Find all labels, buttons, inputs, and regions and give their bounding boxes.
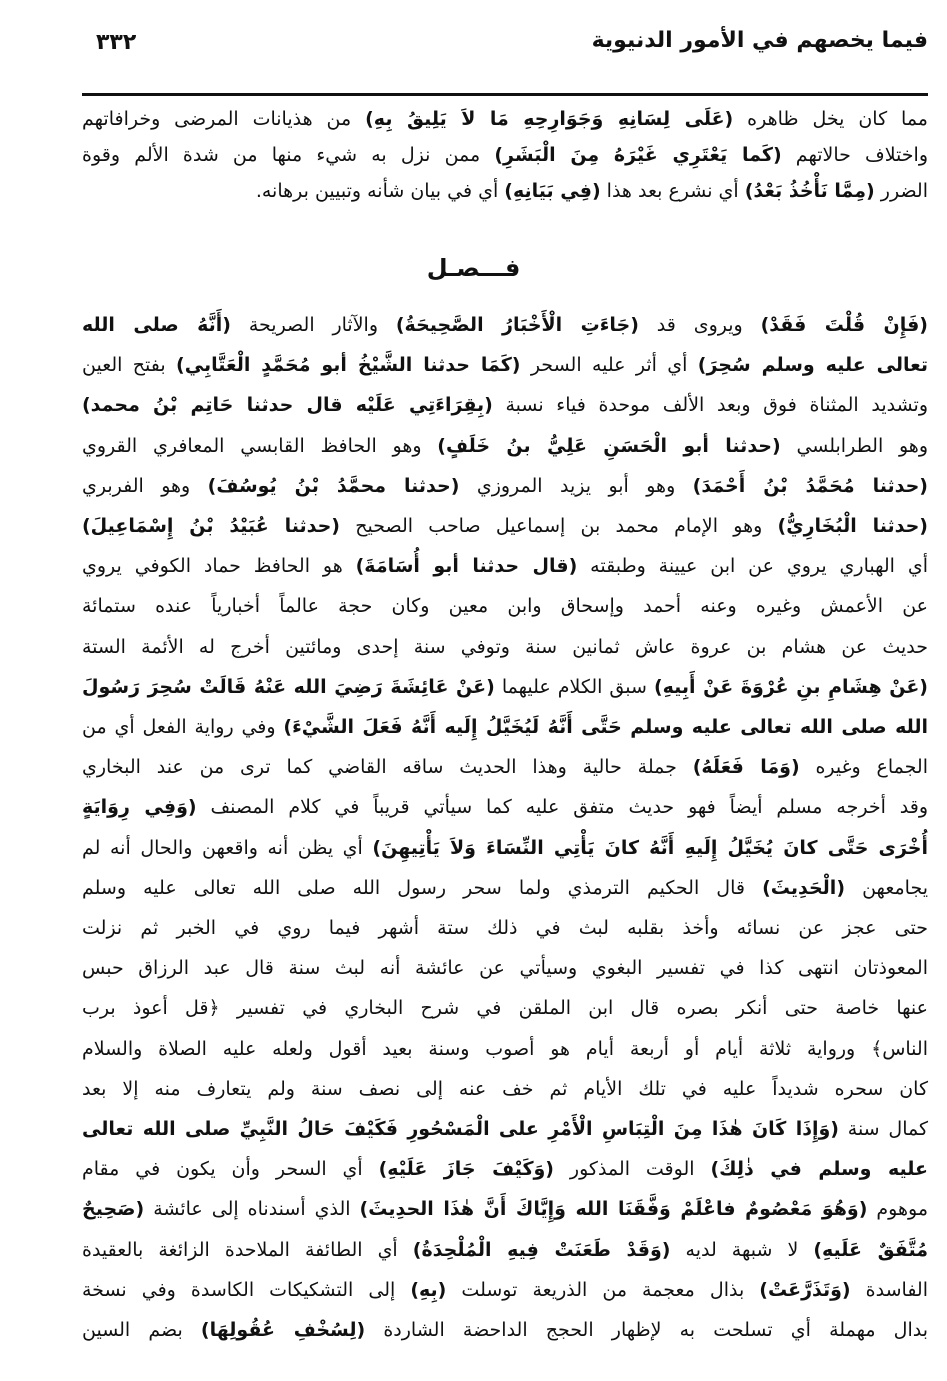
- quoted-text: عليه وسلم في ذٰلِكَ): [710, 1158, 928, 1181]
- section-title: فـــصـل: [426, 254, 521, 282]
- text-line-content: [82, 830, 928, 866]
- text-line-content: [82, 669, 928, 705]
- text-line: [82, 588, 928, 624]
- quoted-text: (وَمَا فَعَلَهُ): [692, 756, 800, 779]
- text-line: [82, 387, 928, 423]
- commentary-text: حديث عن هشام بن عروة عاش ثمانين سنة وتوفي سنة إحدى ومائتين أخرج له الأئمة الستة: [82, 635, 928, 658]
- text-line: [82, 830, 928, 866]
- commentary-text: أي أثر عليه السحر: [520, 354, 698, 377]
- text-line: [82, 1191, 928, 1227]
- quoted-text: (فَإِنْ قُلْتَ فَقَدْ): [760, 314, 928, 336]
- commentary-text: عن الأعمش وغيره وعنه أحمد وإسحاق وابن معين وكان حجة عالماً أخبارياً عنده ستمائة: [82, 595, 928, 618]
- commentary-text: وهو الحافظ القابسي المعافري القروي: [82, 434, 438, 457]
- quoted-text: (أَنَّهُ صلى الله: [82, 314, 231, 336]
- text-line-content: [82, 468, 928, 504]
- text-line-content: [82, 1191, 928, 1227]
- commentary-text: وهو الإمام محمد بن إسماعيل صاحب الصحيح: [339, 515, 778, 537]
- commentary-text: حتى عجز عن نسائه وأخذ بقلبه لبث في ذلك ستة أشهر فيما روي في الخبر ثم نزلت: [82, 917, 928, 939]
- commentary-text: بذال معجمة من الذريعة توسلت: [446, 1278, 760, 1301]
- commentary-text: إلى التشكيكات الكاسدة وفي نسخة: [82, 1278, 411, 1301]
- commentary-text: يجامعهن: [845, 876, 929, 899]
- quoted-text: الله صلى الله تعالى عليه وسلم حَتَّى أَنَّهُ لَيُخَيَّلُ إِلَيه أَنَّهُ فَعَلَ الشَّيْءَ): [283, 716, 928, 738]
- commentary-text: الناس﴾ ورواية ثلاثة أيام أو أربعة أيام هو أصوب وسنة بعيد أقول ولعله عليه الصلاة والسلام: [82, 1037, 928, 1060]
- text-line-content: [82, 990, 928, 1026]
- quoted-text: (عَنْ هِشَامِ بنِ عُرْوَةَ عَنْ أَبِيهِ): [653, 675, 928, 698]
- commentary-text: قال الحكيم الترمذي ولما سحر رسول الله صلى الله تعالى عليه وسلم: [82, 876, 763, 899]
- text-line: [82, 1272, 928, 1308]
- commentary-text: وفي رواية الفعل أي من: [82, 716, 284, 738]
- commentary-text: وهو الطرابلسي: [780, 434, 928, 457]
- quoted-text: (عَلَى لِسَانِهِ وَجَوَارِحِهِ مَا لاَ يَلِيقُ بِهِ): [365, 108, 734, 130]
- running-header: [82, 28, 928, 68]
- commentary-text: لا شبهة لديه: [670, 1238, 814, 1261]
- text-line-content: [82, 1272, 928, 1308]
- text-line: [82, 629, 928, 665]
- text-line: [82, 468, 928, 504]
- commentary-text: الذي أسندناه إلى عائشة: [144, 1198, 360, 1221]
- text-line-content: [82, 1232, 928, 1268]
- text-line-content: [82, 508, 928, 544]
- commentary-text: أي في بيان شأنه وتبيين برهانه.: [255, 180, 505, 202]
- text-line-content: [82, 1312, 928, 1348]
- text-line: [82, 137, 928, 173]
- text-line-content: [82, 950, 928, 986]
- text-line: [82, 950, 928, 986]
- text-line-content: [82, 629, 928, 665]
- quoted-text: (كَمَا حدثنا الشَّيْخُ أبو مُحَمَّدٍ الْعَتَّابِي): [176, 354, 521, 377]
- text-line: [82, 669, 928, 705]
- text-line: [82, 789, 928, 825]
- commentary-text: بدال مهملة أي تسلحت به لإظهار الحجج الداحضة الشاردة: [365, 1319, 928, 1341]
- quoted-text: (عَنْ عَائِشَةَ رَضِيَ الله عَنْهُ قَالَتْ سُحِرَ رَسُولَ: [82, 675, 495, 698]
- commentary-text: بفتح العين: [82, 354, 177, 377]
- text-line-content: [82, 789, 928, 825]
- commentary-text: أي يظن أنه واقعهن والحال أنه لم: [82, 836, 373, 859]
- commentary-text: جملة حالية وهذا الحديث ساقه القاضي كما ترى من عند البخاري: [82, 756, 693, 779]
- text-line: [82, 990, 928, 1026]
- commentary-text: أي نشرع بعد هذا: [600, 180, 745, 202]
- commentary-text: بضم السين: [82, 1319, 201, 1341]
- commentary-text: عنها خاصة حتى أنكر بصره قال ابن الملقن في شرح البخاري في تفسير ﴿قل أعوذ برب: [82, 997, 928, 1020]
- commentary-text: من هذيانات المرضى وخرافاتهم: [82, 108, 366, 130]
- text-line-content: [82, 137, 928, 173]
- quoted-text: (وَهُوَ مَعْصُومٌ فاعْلَمْ وَفَّقَنَا الله وَإِيَّاكَ أَنَّ هٰذَا الحدِيثَ): [359, 1198, 868, 1221]
- commentary-text: الوقت المذكور: [554, 1158, 711, 1181]
- text-line: [82, 307, 928, 343]
- quoted-text: (وَفِي رِوَايَةٍ: [82, 796, 197, 819]
- quoted-text: (صَحِيحٌ: [82, 1198, 145, 1221]
- text-line-content: [82, 709, 928, 745]
- text-line: [82, 1151, 928, 1187]
- commentary-text: موهوم: [867, 1198, 929, 1221]
- text-line-content: [82, 428, 928, 464]
- commentary-text: وتشديد المثناة فوق وبعد الألف موحدة فياء نسبة: [492, 394, 928, 417]
- text-line: [82, 1312, 928, 1348]
- text-line: [82, 101, 928, 137]
- text-line: [82, 1232, 928, 1268]
- commentary-text: سبق الكلام عليهما: [494, 675, 654, 698]
- quoted-text: (وَإِذَا كَانَ هٰذَا مِنَ الْتِبَاسِ الْأَمْرِ على الْمَسْحُورِ فَكَيْفَ حَالُ النَّبِيِّ صلى الله تعالى: [82, 1118, 839, 1140]
- quoted-text: أُخْرَى حَتَّى كانَ يُخَيَّلُ إِلَيهِ أَنَّهُ كانَ يَأْتِي النِّسَاءَ وَلاَ يَأْتِيهِنَ): [372, 836, 928, 859]
- commentary-text: وقد أخرجه مسلم أيضاً فهو حديث متفق عليه كما سيأتي قريباً في كلام المصنف: [196, 796, 928, 819]
- quoted-text: (بِهِ): [410, 1278, 447, 1301]
- running-header-title: فيما يخصهم في الأمور الدنيوية: [591, 28, 928, 53]
- commentary-text: الجماع وغيره: [799, 756, 929, 779]
- text-line-content: [82, 910, 928, 946]
- text-line-content: [82, 870, 928, 906]
- text-line: [82, 428, 928, 464]
- text-line-content: [82, 307, 928, 343]
- quoted-text: (مِمَّا نَأْخُذُ بَعْدُ): [744, 180, 875, 202]
- commentary-text: المعوذتان انتهى كذا في تفسير البغوي وسيأتي عن عائشة أنه لبث سنة قال عبد الرزاق حبس: [82, 957, 928, 980]
- quoted-text: (لِسُخْفِ عُقُولِهَا): [200, 1319, 366, 1341]
- text-line-content: [82, 548, 928, 584]
- text-line: [82, 749, 928, 785]
- commentary-text: أي الهباري يروي عن ابن عيينة وطبقته: [577, 555, 928, 578]
- quoted-text: (بِقِرَاءَتِي عَلَيْه قال حدثنا حَاتِم بْنُ محمد): [82, 394, 493, 417]
- commentary-text: مما كان يخل ظاهره: [733, 108, 928, 130]
- quoted-text: (فِي بَيَانِهِ): [504, 180, 601, 202]
- commentary-text: الفاسدة: [850, 1278, 928, 1301]
- commentary-text: كمال سنة: [838, 1118, 929, 1140]
- text-line-content: [82, 1031, 928, 1067]
- commentary-text: أي السحر وأن يكون في مقام: [82, 1158, 379, 1181]
- quoted-text: (حدثنا محمَّدُ بْنُ يُوسُفَ): [207, 474, 460, 497]
- quoted-text: (الْحَدِيثَ): [762, 876, 846, 899]
- commentary-text: ويروى قد: [638, 314, 761, 336]
- quoted-text: (جَاءَتِ الْأَخْبَارُ الصَّحِيحَةُ): [395, 314, 639, 336]
- commentary-text: وهو الفربري: [82, 474, 208, 497]
- page-number: ٣٣٢: [96, 30, 137, 55]
- commentary-text: الضرر: [874, 180, 928, 202]
- quoted-text: (حدثنا مُحَمَّدُ بْنُ أَحْمَدَ): [692, 474, 928, 497]
- text-line: [82, 1031, 928, 1067]
- quoted-text: (وَتَذَرَّعَتْ): [759, 1278, 851, 1301]
- text-line-content: [82, 1071, 928, 1107]
- commentary-text: وهو أبو يزيد المروزي: [459, 474, 693, 497]
- commentary-text: واختلاف حالاتهم: [781, 144, 928, 166]
- text-line: [82, 910, 928, 946]
- text-line-content: [82, 347, 928, 383]
- commentary-text: والآثار الصريحة: [230, 314, 396, 336]
- commentary-text: كان سحره شديداً عليه في تلك الأيام ثم خف عنه إلى نصف سنة ولم يتعارف منه إلا بعد: [82, 1077, 928, 1100]
- header-rule: [82, 93, 928, 96]
- commentary-text: أي الطائفة الملاحدة الزائغة بالعقيدة: [82, 1238, 413, 1261]
- quoted-text: (وَقَدْ طَعَنَتْ فِيهِ الْمُلْحِدَةُ): [412, 1238, 671, 1261]
- text-line: [82, 1111, 928, 1147]
- quoted-text: تعالى عليه وسلم سُحِرَ): [697, 354, 928, 377]
- text-line: [82, 548, 928, 584]
- text-line-content: [82, 588, 928, 624]
- commentary-text: هو الحافظ حماد الكوفي يروي: [82, 555, 356, 578]
- quoted-text: مُتَّفَقٌ عَلَيهِ): [813, 1238, 928, 1261]
- commentary-text: ممن نزل به شيء منها من شدة الألم وقوة: [82, 144, 495, 166]
- text-line: [82, 173, 928, 209]
- text-line-content: [82, 1151, 928, 1187]
- text-line-content: [82, 173, 928, 209]
- text-line-content: [82, 101, 928, 137]
- quoted-text: (وَكَيْفَ جَازَ عَلَيْهِ): [378, 1158, 554, 1181]
- text-line: [82, 508, 928, 544]
- text-line: [82, 1071, 928, 1107]
- text-line-content: [82, 1111, 928, 1147]
- quoted-text: (قال حدثنا أبو أُسَامَةَ): [355, 555, 578, 578]
- text-line: [82, 709, 928, 745]
- text-line-content: [82, 749, 928, 785]
- quoted-text: (حدثنا الْبُخَارِيُّ): [777, 515, 928, 537]
- text-line: [82, 870, 928, 906]
- text-line: [82, 347, 928, 383]
- quoted-text: (حدثنا عُبَيْدُ بْنُ إِسْمَاعِيلَ): [82, 515, 340, 537]
- text-line-content: [82, 387, 928, 423]
- quoted-text: (كَما يَعْتَرِي غَيْرَهُ مِنَ الْبَشَرِ): [494, 144, 782, 166]
- quoted-text: (حدثنا أبو الْحَسَنِ عَلِيُّ بنُ خَلَفٍ): [437, 434, 781, 457]
